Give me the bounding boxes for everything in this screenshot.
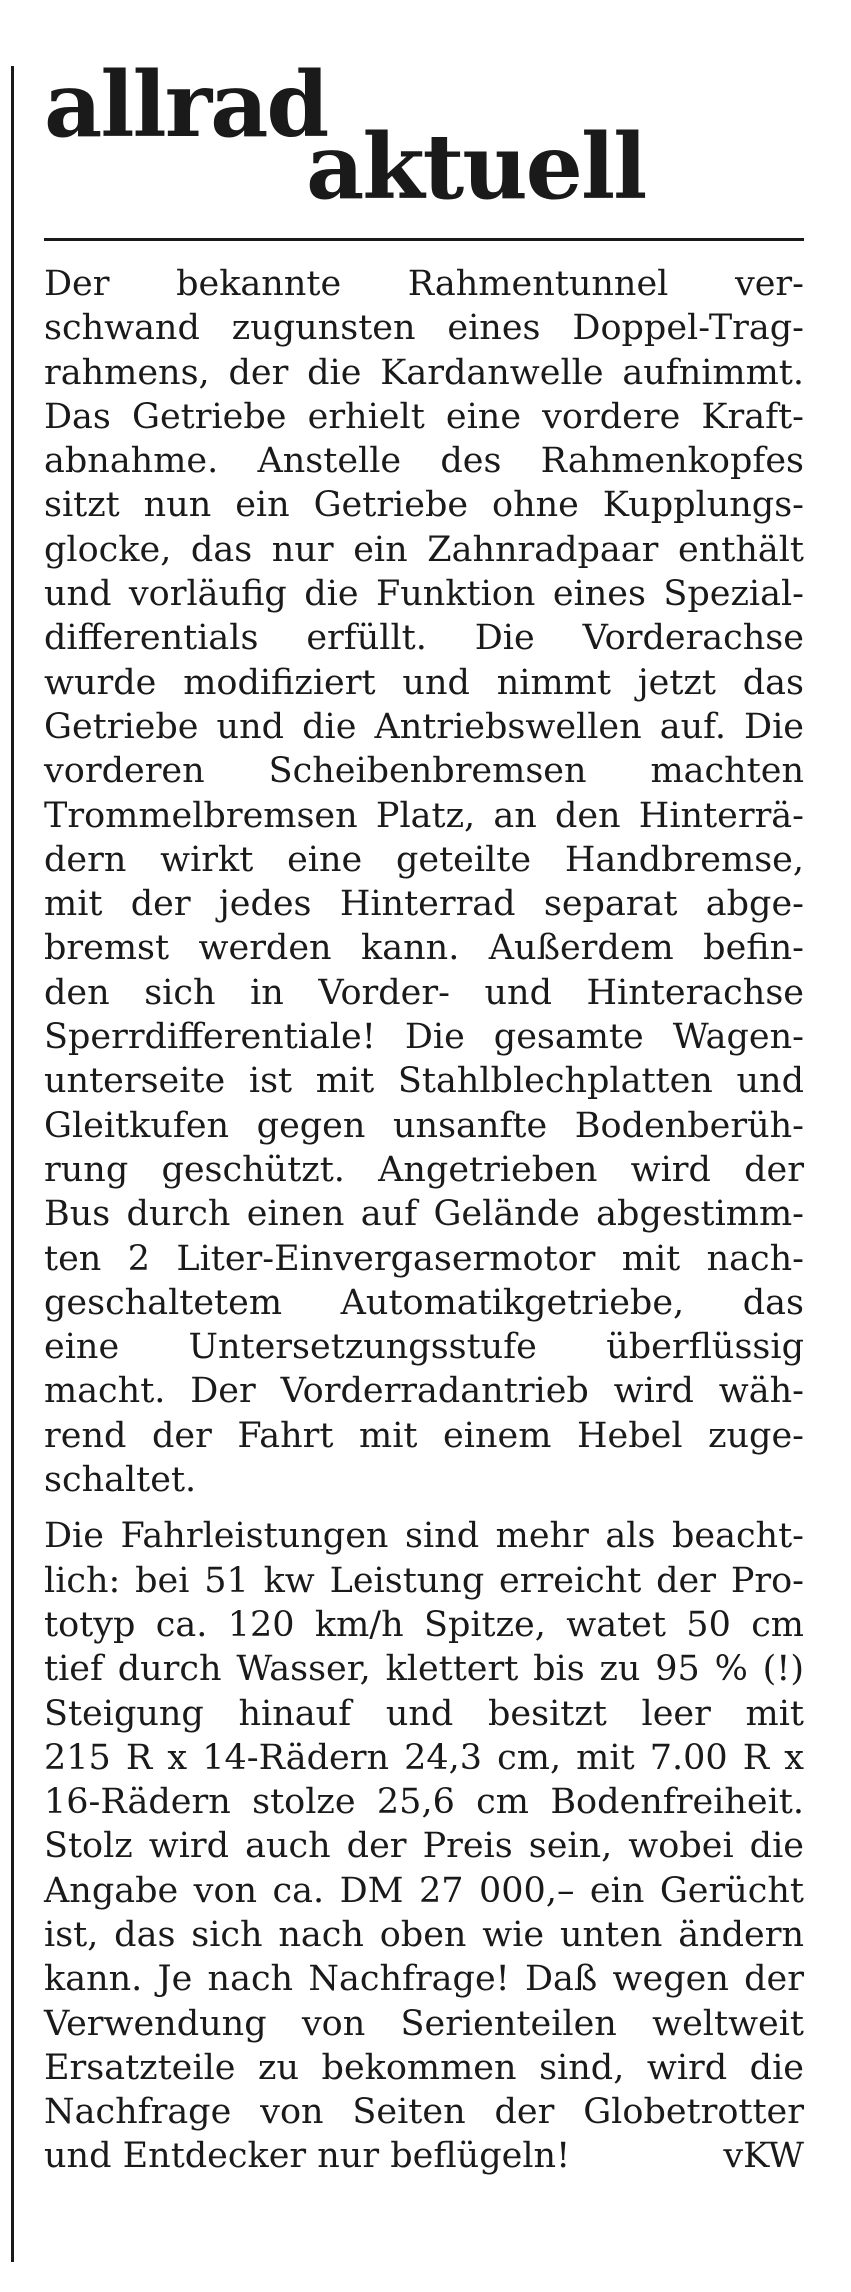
article-line: macht. Der Vorderradantrieb wird wäh- [44,1371,804,1412]
article-line: Bus durch einen auf Gelände abgestimm- [44,1194,804,1235]
article-closing-line [44,2134,804,2178]
masthead [44,52,804,220]
article-line: eine Untersetzungsstufe überflüssig [44,1327,804,1368]
masthead-word-aktuell: aktuell [306,114,646,220]
article-line: 16-Rädern stolze 25,6 cm Bodenfreiheit. [44,1782,804,1823]
article-paragraph-1 [44,262,804,1502]
article-line: glocke, das nur ein Zahnradpaar enthält [44,529,804,570]
masthead-word-allrad: allrad [44,52,328,158]
article-line: schwand zugunsten eines Doppel-Trag- [44,308,804,349]
article-line: differentials erfüllt. Die Vorderachse [44,618,804,659]
article-line: Getriebe und die Antriebswellen auf. Die [44,706,804,747]
article-line: und vorläufig die Funktion eines Spezial- [44,574,804,615]
article-line: kann. Je nach Nachfrage! Daß wegen der [44,1959,804,2000]
title-divider [44,238,804,241]
article-line: ten 2 Liter-Einvergasermotor mit nach- [44,1238,804,1279]
article-paragraph-2 [44,1514,804,2134]
article-line: Trommelbremsen Platz, an den Hinterrä- [44,795,804,836]
author-initials: vKW [723,2136,804,2177]
article-line: wurde modifiziert und nimmt jetzt das [44,662,804,703]
article-line: rend der Fahrt mit einem Hebel zuge- [44,1415,804,1456]
article-line: Angabe von ca. DM 27 000,– ein Gerücht [44,1870,804,1911]
article-line: Steigung hinauf und besitzt leer mit [44,1693,804,1734]
closing-sentence: und Entdecker nur beflügeln! [44,2136,571,2177]
article-line: bremst werden kann. Außerdem befin- [44,928,804,969]
article-line: sitzt nun ein Getriebe ohne Kupplungs- [44,485,804,526]
page-margin-rule [11,66,14,2262]
article-line: mit der jedes Hinterrad separat abge- [44,884,804,925]
article-line: den sich in Vorder- und Hinterachse [44,972,804,1013]
article-line: rung geschützt. Angetrieben wird der [44,1149,804,1190]
article-line: Das Getriebe erhielt eine vordere Kraft- [44,396,804,437]
article-line: vorderen Scheibenbremsen machten [44,751,804,792]
article-line: Nachfrage von Seiten der Globetrotter [44,2092,804,2133]
article-line: geschaltetem Automatikgetriebe, das [44,1282,804,1323]
article-line: Ersatzteile zu bekommen sind, wird die [44,2047,804,2088]
article-line: lich: bei 51 kw Leistung erreicht der Pro- [44,1560,804,1601]
article-line: abnahme. Anstelle des Rahmenkopfes [44,441,804,482]
article-line: tief durch Wasser, klettert bis zu 95 % (!) [44,1649,804,1690]
article-line: ist, das sich nach oben wie unten ändern [44,1914,804,1955]
article-line: 215 R x 14-Rädern 24,3 cm, mit 7.00 R x [44,1737,804,1778]
article-line: Der bekannte Rahmentunnel ver- [44,264,804,304]
article-line: schaltet. [44,1460,197,1501]
article-line: Sperrdifferentiale! Die gesamte Wagen- [44,1017,804,1058]
article-line: rahmens, der die Kardanwelle aufnimmt. [44,352,804,393]
article-body [44,262,804,2179]
article-line: Verwendung von Serienteilen weltweit [44,2003,804,2044]
article-line: totyp ca. 120 km/h Spitze, watet 50 cm [44,1604,804,1645]
article-line: Gleitkufen gegen unsanfte Bodenberüh- [44,1105,804,1146]
article-line: Stolz wird auch der Preis sein, wobei die [44,1826,804,1867]
article-line: dern wirkt eine geteilte Handbremse, [44,839,804,880]
article-line: Die Fahrleistungen sind mehr als beacht- [44,1516,804,1557]
article-line: unterseite ist mit Stahlblechplatten und [44,1061,804,1102]
